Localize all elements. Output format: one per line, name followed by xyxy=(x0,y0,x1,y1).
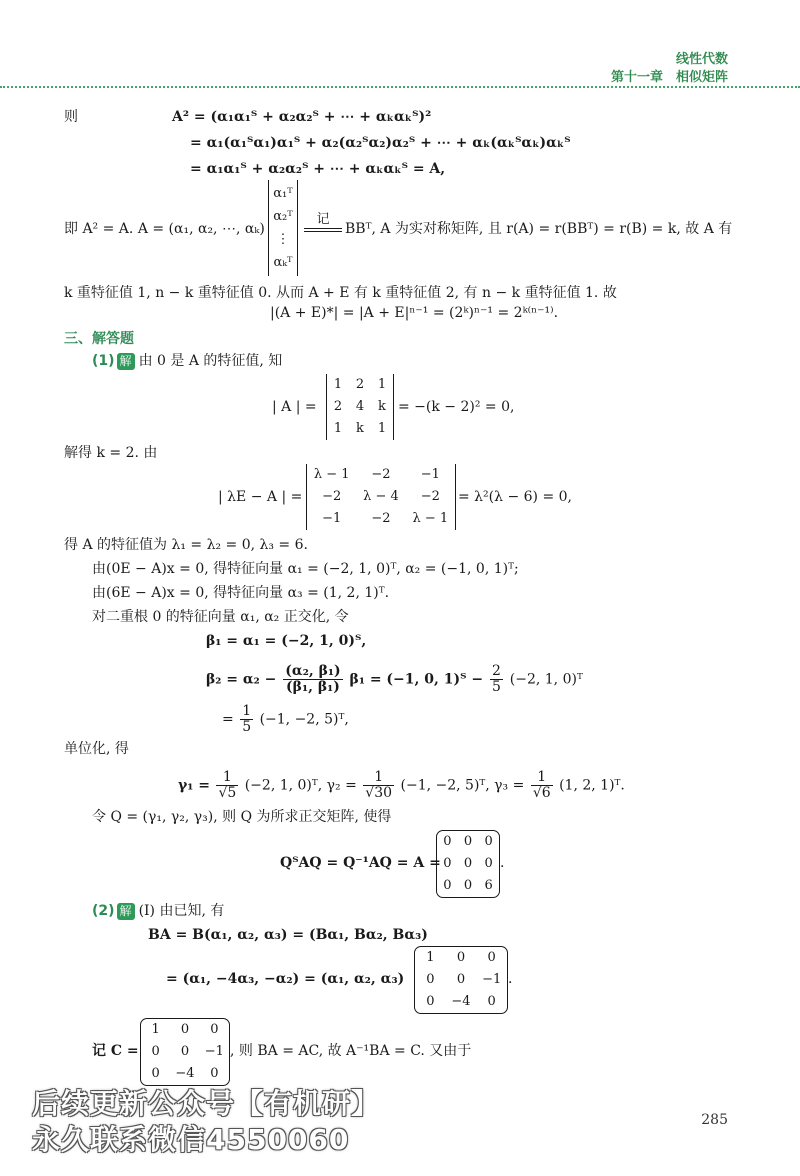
det-a-result: = −(k − 2)² = 0, xyxy=(398,399,515,415)
matrix-cell: 0 xyxy=(463,834,473,849)
det-a-matrix xyxy=(326,374,394,440)
text-define-c: 记 C = xyxy=(92,1043,139,1059)
equation-beta1: β₁ = α₁ = (−2, 1, 0)ᵀ, xyxy=(206,633,367,649)
text-eigenvalues: 得 A 的特征值为 λ₁ = λ₂ = 0, λ₃ = 6. xyxy=(64,537,308,553)
equation-gammas: γ₁ = $\frac{1}{√5}$ (−2, 1, 0)ᵀ, γ₂ = $\frac{1}{√30}$ (−1, −2, 5)ᵀ, γ₃ = $\frac{1}{√6}$ (1, 2, 1)ᵀ. xyxy=(178,769,625,801)
matrix-cell: 0 xyxy=(484,856,493,871)
matrix-cell: k xyxy=(378,399,386,414)
matrix-cell: 0 xyxy=(443,856,452,871)
text-normalize: 单位化, 得 xyxy=(64,741,129,757)
matrix-cell: −1 xyxy=(204,1044,224,1059)
header-chapter: 第十一章 相似矩阵 xyxy=(610,70,728,85)
equation-ba: BA = B(α₁, α₂, α₃) = (Bα₁, Bα₂, Bα₃) xyxy=(148,927,428,943)
matrix-cell: 1 xyxy=(151,1022,160,1037)
problem-number: (1) xyxy=(92,353,115,369)
matrix-cell: −4 xyxy=(451,994,471,1009)
text-solve-k: 解得 k = 2. 由 xyxy=(64,445,158,461)
section-heading: 三、解答题 xyxy=(64,331,134,347)
matrix-cell: 0 xyxy=(463,856,473,871)
fraction-two-fifths: $\frac{2}{5}$ xyxy=(491,663,501,695)
alpha-transpose-column xyxy=(268,180,298,276)
matrix-cell: 1 xyxy=(377,377,387,392)
equation-beta2-simplified: = $\frac{1}{5}$ (−1, −2, 5)ᵀ, xyxy=(222,703,349,735)
matrix-cell: −4 xyxy=(175,1066,195,1081)
text-eigvec-0: 由(0E − A)x = 0, 得特征向量 α₁ = (−2, 1, 0)ᵀ, α₂ = (−1, 0, 1)ᵀ; xyxy=(92,561,519,577)
equation-ba-matrix: = (α₁, −4α₃, −α₂) = (α₁, α₂, α₃) xyxy=(166,971,405,987)
text-orthogonalize: 对二重根 0 的特征向量 α₁, α₂ 正交化, 令 xyxy=(92,609,349,625)
matrix-cell: 1 xyxy=(377,421,387,436)
matrix-cell: 0 xyxy=(443,878,452,893)
solution-badge: 解 xyxy=(117,903,135,920)
matrix-cell: 2 xyxy=(355,377,365,392)
matrix-cell: −2 xyxy=(420,489,440,504)
defined-as-symbol: 记 xyxy=(304,208,342,232)
problem-2-text: (Ⅰ) 由已知, 有 xyxy=(138,903,225,919)
matrix-c-definition xyxy=(140,1018,230,1086)
solution-badge: 解 xyxy=(117,353,135,370)
equation-bbt: BBᵀ, A 为实对称矩阵, 且 r(A) = r(BBᵀ) = r(B) = k, 故 A 有 xyxy=(345,221,733,237)
matrix-cell: 0 xyxy=(484,834,493,849)
equation-expand: = α₁(α₁ᵀα₁)α₁ᵀ + α₂(α₂ᵀα₂)α₂ᵀ + ⋯ + αₖ(αₖᵀαₖ)αₖᵀ xyxy=(190,135,571,151)
matrix-cell: 0 xyxy=(210,1022,219,1037)
matrix-cell: 1 xyxy=(333,421,343,436)
char-poly-result: = λ²(λ − 6) = 0, xyxy=(458,489,572,505)
equation-result: = α₁α₁ᵀ + α₂α₂ᵀ + ⋯ + αₖαₖᵀ = A, xyxy=(190,161,446,177)
matrix-cell: 0 xyxy=(210,1066,219,1081)
diag-period: . xyxy=(500,855,505,871)
matrix-cell: α₁ᵀ xyxy=(273,186,293,201)
page-number: 285 xyxy=(701,1112,728,1128)
matrix-cell: 0 xyxy=(180,1044,190,1059)
char-poly-label: | λE − A | = xyxy=(218,489,303,505)
equation-a-squared: A² = (α₁α₁ᵀ + α₂α₂ᵀ + ⋯ + αₖαₖᵀ)² xyxy=(172,109,432,125)
matrix-cell: 1 xyxy=(426,950,435,965)
matrix-cell: λ − 1 xyxy=(313,467,350,482)
ba-period: . xyxy=(508,971,513,987)
matrix-cell: 0 xyxy=(180,1022,190,1037)
matrix-cell: 0 xyxy=(463,878,473,893)
matrix-cell: −1 xyxy=(322,511,342,526)
matrix-cell: 0 xyxy=(151,1044,160,1059)
matrix-cell: −2 xyxy=(371,467,391,482)
equation-adjugate-det: |(A + E)*| = |A + E|ⁿ⁻¹ = (2ᵏ)ⁿ⁻¹ = 2ᵏ⁽ⁿ⁻¹⁾. xyxy=(270,305,559,321)
problem-1-text: 由 0 是 A 的特征值, 知 xyxy=(138,353,283,369)
det-a-label: | A | = xyxy=(272,399,317,415)
matrix-cell: k xyxy=(356,421,364,436)
matrix-cell: −1 xyxy=(420,467,440,482)
equation-beta2: β₂ = α₂ − $\frac{\text{(α₂, β₁)}}{\text{(β₁, β₁)}}$ β₁ = (−1, 0, 1)ᵀ − $\frac{2}{5}$ (−2, 1, 0)ᵀ xyxy=(206,663,583,695)
fraction-one-fifth: $\frac{1}{5}$ xyxy=(242,703,252,735)
diagonal-matrix xyxy=(436,830,500,898)
matrix-cell: λ − 4 xyxy=(363,489,399,504)
projection-fraction: $\frac{\text{(α₂, β₁)}}{\text{(β₁, β₁)}}$ xyxy=(285,663,341,695)
fraction-1-root30: $\frac{1}{√30}$ xyxy=(365,769,393,801)
text-c-conclusion: , 则 BA = AC, 故 A⁻¹BA = C. 又由于 xyxy=(230,1043,472,1059)
matrix-cell: 0 xyxy=(487,994,496,1009)
matrix-cell: 6 xyxy=(484,878,493,893)
matrix-cell: −1 xyxy=(482,972,502,987)
char-poly-matrix xyxy=(306,464,456,530)
problem-2-intro xyxy=(92,902,224,920)
matrix-cell: 0 xyxy=(456,972,466,987)
matrix-cell: 0 xyxy=(456,950,466,965)
watermark-line-1: 后续更新公众号【有机研】 xyxy=(32,1087,381,1120)
matrix-cell: ⋮ xyxy=(276,232,290,247)
text-eigen-multiplicity: k 重特征值 1, n − k 重特征值 0. 从而 A + E 有 k 重特征值 2, 有 n − k 重特征值 1. 故 xyxy=(64,285,617,301)
matrix-cell: 0 xyxy=(443,834,452,849)
matrix-cell: αₖᵀ xyxy=(273,255,293,270)
matrix-cell: 0 xyxy=(487,950,496,965)
header-divider xyxy=(0,86,800,88)
problem-1-intro xyxy=(92,352,282,370)
text-eigvec-6: 由(6E − A)x = 0, 得特征向量 α₃ = (1, 2, 1)ᵀ. xyxy=(92,585,390,601)
header-subject: 线性代数 xyxy=(675,52,728,67)
text-ze: 则 xyxy=(64,109,78,125)
equation-ji: 即 A² = A. A = (α₁, α₂, ⋯, αₖ) xyxy=(64,221,265,237)
matrix-cell: −2 xyxy=(322,489,342,504)
matrix-cell: 0 xyxy=(426,994,435,1009)
matrix-cell: 0 xyxy=(426,972,435,987)
matrix-cell: 0 xyxy=(151,1066,160,1081)
matrix-cell: λ − 1 xyxy=(412,511,449,526)
fraction-1-root6: $\frac{1}{√6}$ xyxy=(532,769,551,801)
watermark-line-2: 永久联系微信4550060 xyxy=(32,1123,350,1156)
fraction-1-root5: $\frac{1}{√5}$ xyxy=(218,769,237,801)
matrix-cell: −2 xyxy=(371,511,391,526)
matrix-cell: 4 xyxy=(355,399,365,414)
matrix-c-inline xyxy=(414,946,508,1014)
equation-qtaq: QᵀAQ = Q⁻¹AQ = A = xyxy=(280,855,441,871)
matrix-cell: 2 xyxy=(333,399,343,414)
text-orthogonal-q: 令 Q = (γ₁, γ₂, γ₃), 则 Q 为所求正交矩阵, 使得 xyxy=(92,809,392,825)
matrix-cell: α₂ᵀ xyxy=(273,209,293,224)
problem-number: (2) xyxy=(92,903,115,919)
matrix-cell: 1 xyxy=(333,377,343,392)
